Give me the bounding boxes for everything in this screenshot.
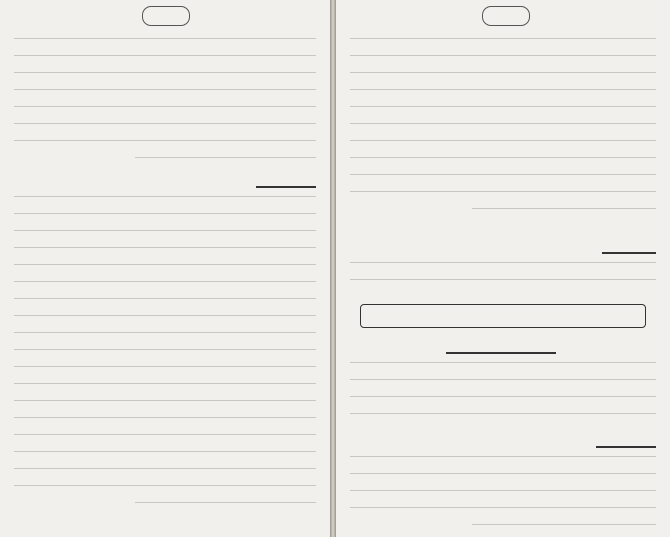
text-line xyxy=(14,298,316,299)
text-line xyxy=(14,140,316,141)
text-line xyxy=(350,140,656,141)
text-line xyxy=(135,502,316,503)
text-line xyxy=(14,315,316,316)
text-line xyxy=(14,196,316,197)
text-line xyxy=(350,379,656,380)
text-line xyxy=(350,123,656,124)
text-line xyxy=(14,264,316,265)
text-line xyxy=(350,396,656,397)
left-text-block-top xyxy=(14,38,316,174)
text-line xyxy=(350,362,656,363)
text-line xyxy=(14,451,316,452)
right-text-block-lower xyxy=(350,362,656,430)
text-line xyxy=(14,230,316,231)
right-text-block-top xyxy=(350,38,656,225)
right-subsection-heading xyxy=(596,430,656,448)
right-text-block-mid xyxy=(350,262,656,296)
text-line xyxy=(350,72,656,73)
text-line xyxy=(350,279,656,280)
text-line xyxy=(14,213,316,214)
left-page-number xyxy=(142,6,190,26)
text-line xyxy=(14,417,316,418)
text-line xyxy=(350,106,656,107)
text-line xyxy=(350,507,656,508)
text-line xyxy=(14,55,316,56)
text-line xyxy=(14,89,316,90)
text-line xyxy=(14,349,316,350)
right-text-block-bottom xyxy=(350,456,656,537)
left-text-block-bottom xyxy=(14,196,316,519)
right-section-heading xyxy=(602,236,656,254)
text-line xyxy=(14,332,316,333)
text-line xyxy=(350,38,656,39)
text-line xyxy=(14,468,316,469)
text-line xyxy=(14,383,316,384)
text-line xyxy=(472,524,656,525)
right-page xyxy=(336,0,670,537)
text-line xyxy=(14,434,316,435)
text-line xyxy=(14,247,316,248)
text-line xyxy=(350,55,656,56)
text-line xyxy=(350,157,656,158)
text-line xyxy=(350,174,656,175)
text-line xyxy=(350,191,656,192)
right-date-heading xyxy=(446,336,556,354)
left-page xyxy=(0,0,331,537)
left-section-heading xyxy=(256,170,316,188)
right-page-number xyxy=(482,6,530,26)
text-line xyxy=(350,89,656,90)
text-line xyxy=(14,38,316,39)
text-line xyxy=(135,157,316,158)
text-line xyxy=(350,456,656,457)
text-line xyxy=(472,208,656,209)
text-line xyxy=(14,366,316,367)
text-line xyxy=(14,400,316,401)
right-chapter-heading xyxy=(360,304,646,328)
text-line xyxy=(350,490,656,491)
text-line xyxy=(14,281,316,282)
text-line xyxy=(14,123,316,124)
text-line xyxy=(14,106,316,107)
text-line xyxy=(350,262,656,263)
text-line xyxy=(350,413,656,414)
text-line xyxy=(14,485,316,486)
text-line xyxy=(14,72,316,73)
text-line xyxy=(350,473,656,474)
